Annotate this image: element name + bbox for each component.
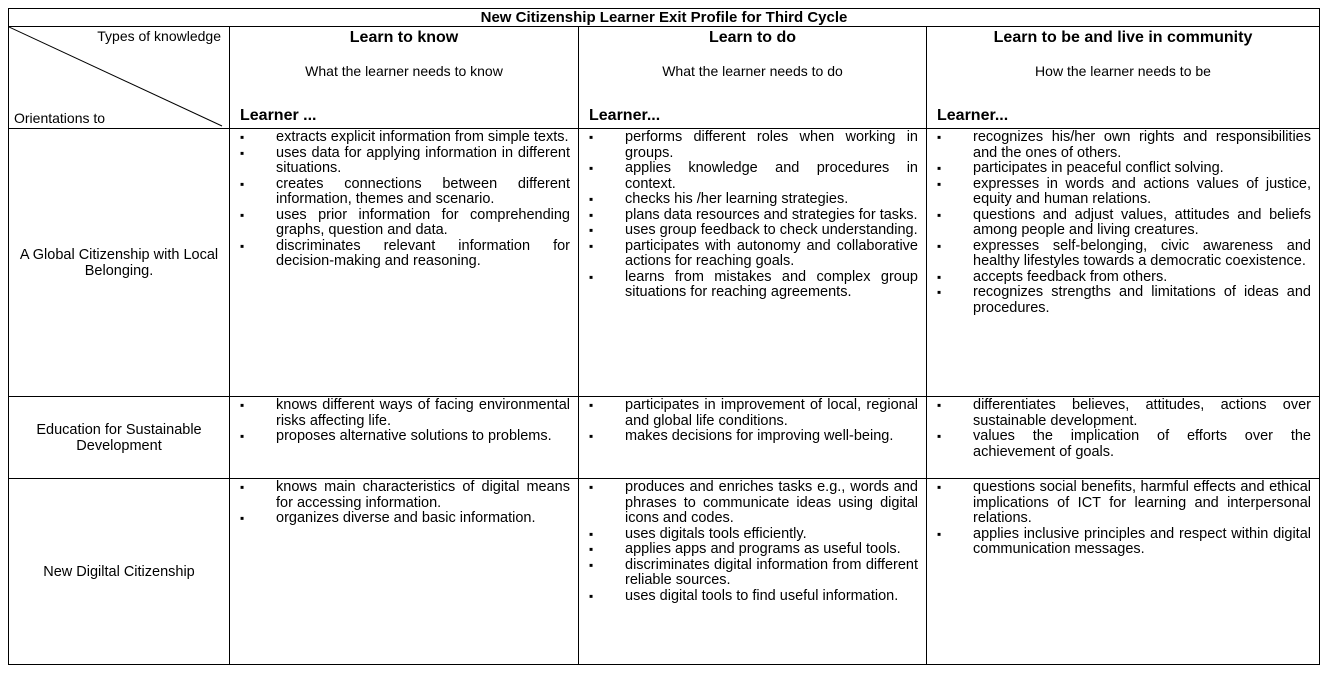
column-header-be — [927, 27, 1320, 129]
column-title: Learn to do — [708, 29, 797, 46]
list-item: ▪ makes decisions for improving well-being. — [589, 429, 918, 445]
list-item: ▪ recognizes his/her own rights and responsibilities and the ones of others. — [937, 130, 1311, 161]
list-item: ▪ creates connections between different information, themes and scenario. — [240, 177, 570, 208]
cell-know — [230, 397, 579, 479]
list-item: ▪ applies inclusive principles and respect within digital communication messages. — [937, 527, 1311, 558]
list-item: ▪ applies apps and programs as useful tools. — [589, 542, 918, 558]
row-label-digital-citizenship: New Digiltal Citizenship — [9, 479, 230, 665]
list-item: ▪ questions social benefits, harmful effects and ethical implications of ICT for learning and interpersonal relations. — [937, 480, 1311, 527]
column-title: Learn to know — [349, 29, 459, 46]
list-item: ▪ participates in improvement of local, regional and global life conditions. — [589, 398, 918, 429]
column-learner-label: Learner... — [589, 107, 661, 124]
exit-profile-table — [8, 8, 1320, 665]
list-item: ▪ discriminates digital information from different reliable sources. — [589, 558, 918, 589]
cell-be — [927, 129, 1320, 397]
cell-do — [579, 129, 927, 397]
column-subtitle: What the learner needs to do — [662, 63, 843, 79]
list-item: ▪ expresses in words and actions values of justice, equity and human relations. — [937, 177, 1311, 208]
list-item: ▪ participates with autonomy and collaborative actions for reaching goals. — [589, 239, 918, 270]
table-row-global-citizenship — [9, 129, 1320, 397]
list-item: ▪ uses digitals tools efficiently. — [589, 527, 918, 543]
list-item: ▪ recognizes strengths and limitations of ideas and procedures. — [937, 285, 1311, 316]
cell-do — [579, 479, 927, 665]
list-item: ▪ learns from mistakes and complex group situations for reaching agreements. — [589, 270, 918, 301]
list-item: ▪ applies knowledge and procedures in context. — [589, 161, 918, 192]
list-item: ▪ uses prior information for comprehending graphs, question and data. — [240, 208, 570, 239]
column-header-do — [579, 27, 927, 129]
list-item: ▪ values the implication of efforts over the achievement of goals. — [937, 429, 1311, 460]
list-item: ▪ accepts feedback from others. — [937, 270, 1311, 286]
list-item: ▪ produces and enriches tasks e.g., words and phrases to communicate ideas using digital icons and codes. — [589, 480, 918, 527]
list-item: ▪ plans data resources and strategies for tasks. — [589, 208, 918, 224]
list-item: ▪ proposes alternative solutions to problems. — [240, 429, 570, 445]
list-item: ▪ organizes diverse and basic information. — [240, 511, 570, 527]
table-row-digital-citizenship — [9, 479, 1320, 665]
list-item: ▪ uses digital tools to find useful information. — [589, 589, 918, 605]
list-item: ▪ uses data for applying information in different situations. — [240, 146, 570, 177]
list-item: ▪ uses group feedback to check understanding. — [589, 223, 918, 239]
profile-page — [8, 8, 1319, 665]
column-header-know — [230, 27, 579, 129]
corner-header-cell — [9, 27, 230, 129]
cell-know — [230, 479, 579, 665]
column-title: Learn to be and live in community — [993, 29, 1253, 46]
types-of-knowledge-label: Types of knowledge — [97, 28, 221, 44]
orientations-label: Orientations to — [14, 110, 106, 126]
list-item: ▪ differentiates believes, attitudes, actions over sustainable development. — [937, 398, 1311, 429]
list-item: ▪ discriminates relevant information for decision-making and reasoning. — [240, 239, 570, 270]
list-item: ▪ knows main characteristics of digital means for accessing information. — [240, 480, 570, 511]
list-item: ▪ questions and adjust values, attitudes and beliefs among people and living creatures. — [937, 208, 1311, 239]
table-title: New Citizenship Learner Exit Profile for Third Cycle — [9, 9, 1320, 27]
cell-be — [927, 397, 1320, 479]
row-label-sustainable-development: Education for Sustainable Development — [9, 397, 230, 479]
list-item: ▪ expresses self-belonging, civic awareness and healthy lifestyles towards a democratic coexistence. — [937, 239, 1311, 270]
list-item: ▪ knows different ways of facing environmental risks affecting life. — [240, 398, 570, 429]
column-learner-label: Learner ... — [240, 107, 317, 124]
list-item: ▪ checks his /her learning strategies. — [589, 192, 918, 208]
column-subtitle: What the learner needs to know — [305, 63, 503, 79]
cell-know — [230, 129, 579, 397]
list-item: ▪ performs different roles when working in groups. — [589, 130, 918, 161]
column-subtitle: How the learner needs to be — [1035, 63, 1211, 79]
row-label-global-citizenship: A Global Citizenship with Local Belonging. — [9, 129, 230, 397]
cell-do — [579, 397, 927, 479]
list-item: ▪ participates in peaceful conflict solving. — [937, 161, 1311, 177]
cell-be — [927, 479, 1320, 665]
list-item: ▪ extracts explicit information from simple texts. — [240, 130, 570, 146]
table-row-sustainable-development — [9, 397, 1320, 479]
column-learner-label: Learner... — [937, 107, 1009, 124]
